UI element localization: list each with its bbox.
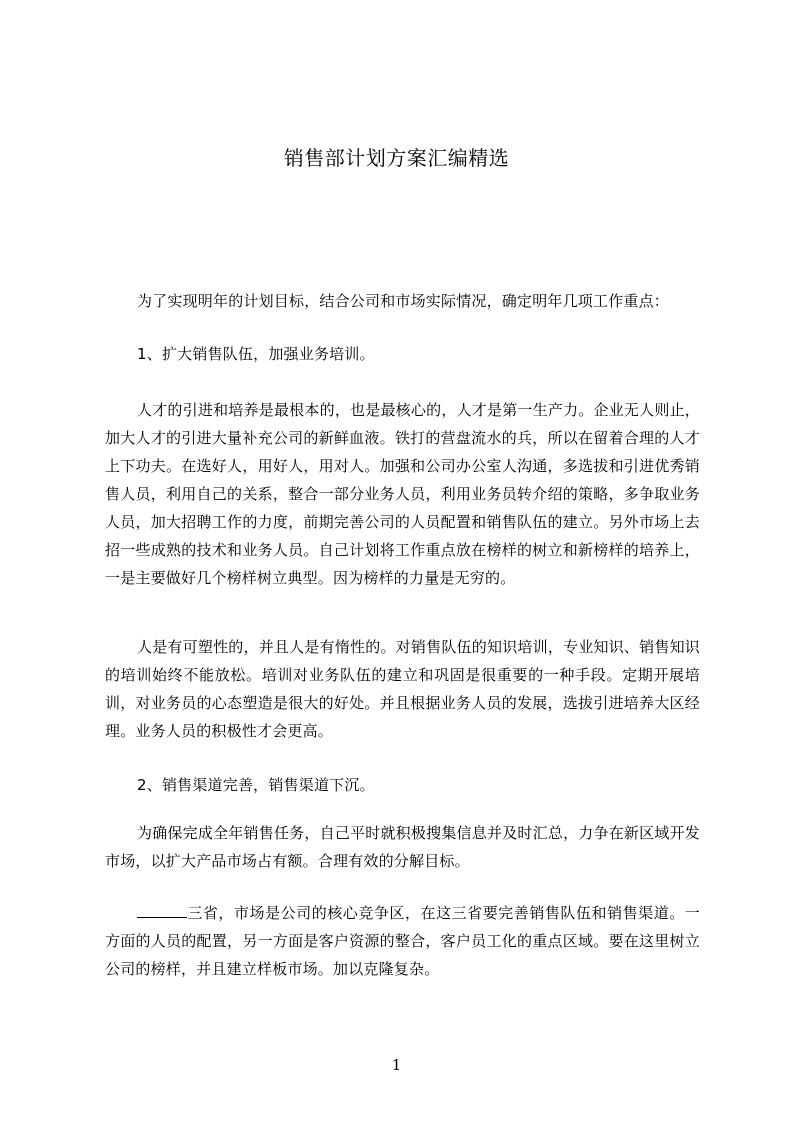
fill-in-blank-line: [137, 901, 187, 918]
document-title: 销售部计划方案汇编精选: [283, 146, 510, 170]
intro-paragraph: 为了实现明年的计划目标，结合公司和市场实际情况，确定明年几项工作重点：: [137, 292, 670, 310]
section-2-paragraph-2: [105, 899, 700, 983]
section-1-paragraph-2: 人是有可塑性的，并且人是有惰性的。对销售队伍的知识培训，专业知识、销售知识的培训始终不能放松。培训对业务队伍的建立和巩固是很重要的一种手段。定期开展培训，对业务员的心态塑造是很大的好处。并且根据业务人员的发展，选拔引进培养大区经理。业务人员的积极性才会更高。: [105, 638, 700, 740]
section-2-heading: 2、销售渠道完善，销售渠道下沉。: [137, 776, 375, 794]
page-number: 1: [391, 1056, 402, 1074]
section-2-paragraph-1: 为确保完成全年销售任务，自己平时就积极搜集信息并及时汇总，力争在新区域开发市场，以扩大产品市场占有额。合理有效的分解目标。: [105, 824, 700, 870]
section-1-paragraph-1: 人才的引进和培养是最根本的，也是最核心的，人才是第一生产力。企业无人则止，加大人才的引进大量补充公司的新鲜血液。铁打的营盘流水的兵，所以在留着合理的人才上下功夫。在选好人，用好人，用对人。加强和公司办公室人沟通，多选拔和引进优秀销售人员，利用自己的关系，整合一部分业务人员，利用业务员转介绍的策略，多争取业务人员，加大招聘工作的力度，前期完善公司的人员配置和销售队伍的建立。另外市场上去招一些成熟的技术和业务人员。自己计划将工作重点放在榜样的树立和新榜样的培养上，一是主要做好几个榜样树立典型。因为榜样的力量是无穷的。: [105, 401, 700, 587]
section-1-heading: 1、扩大销售队伍，加强业务培训。: [137, 345, 375, 363]
section-2-paragraph-2-text: 三省，市场是公司的核心竞争区，在这三省要完善销售队伍和销售渠道。一方面的人员的配置，另一方面是客户资源的整合，客户员工化的重点区域。要在这里树立公司的榜样，并且建立样板市场。加以克隆复杂。: [105, 904, 700, 978]
